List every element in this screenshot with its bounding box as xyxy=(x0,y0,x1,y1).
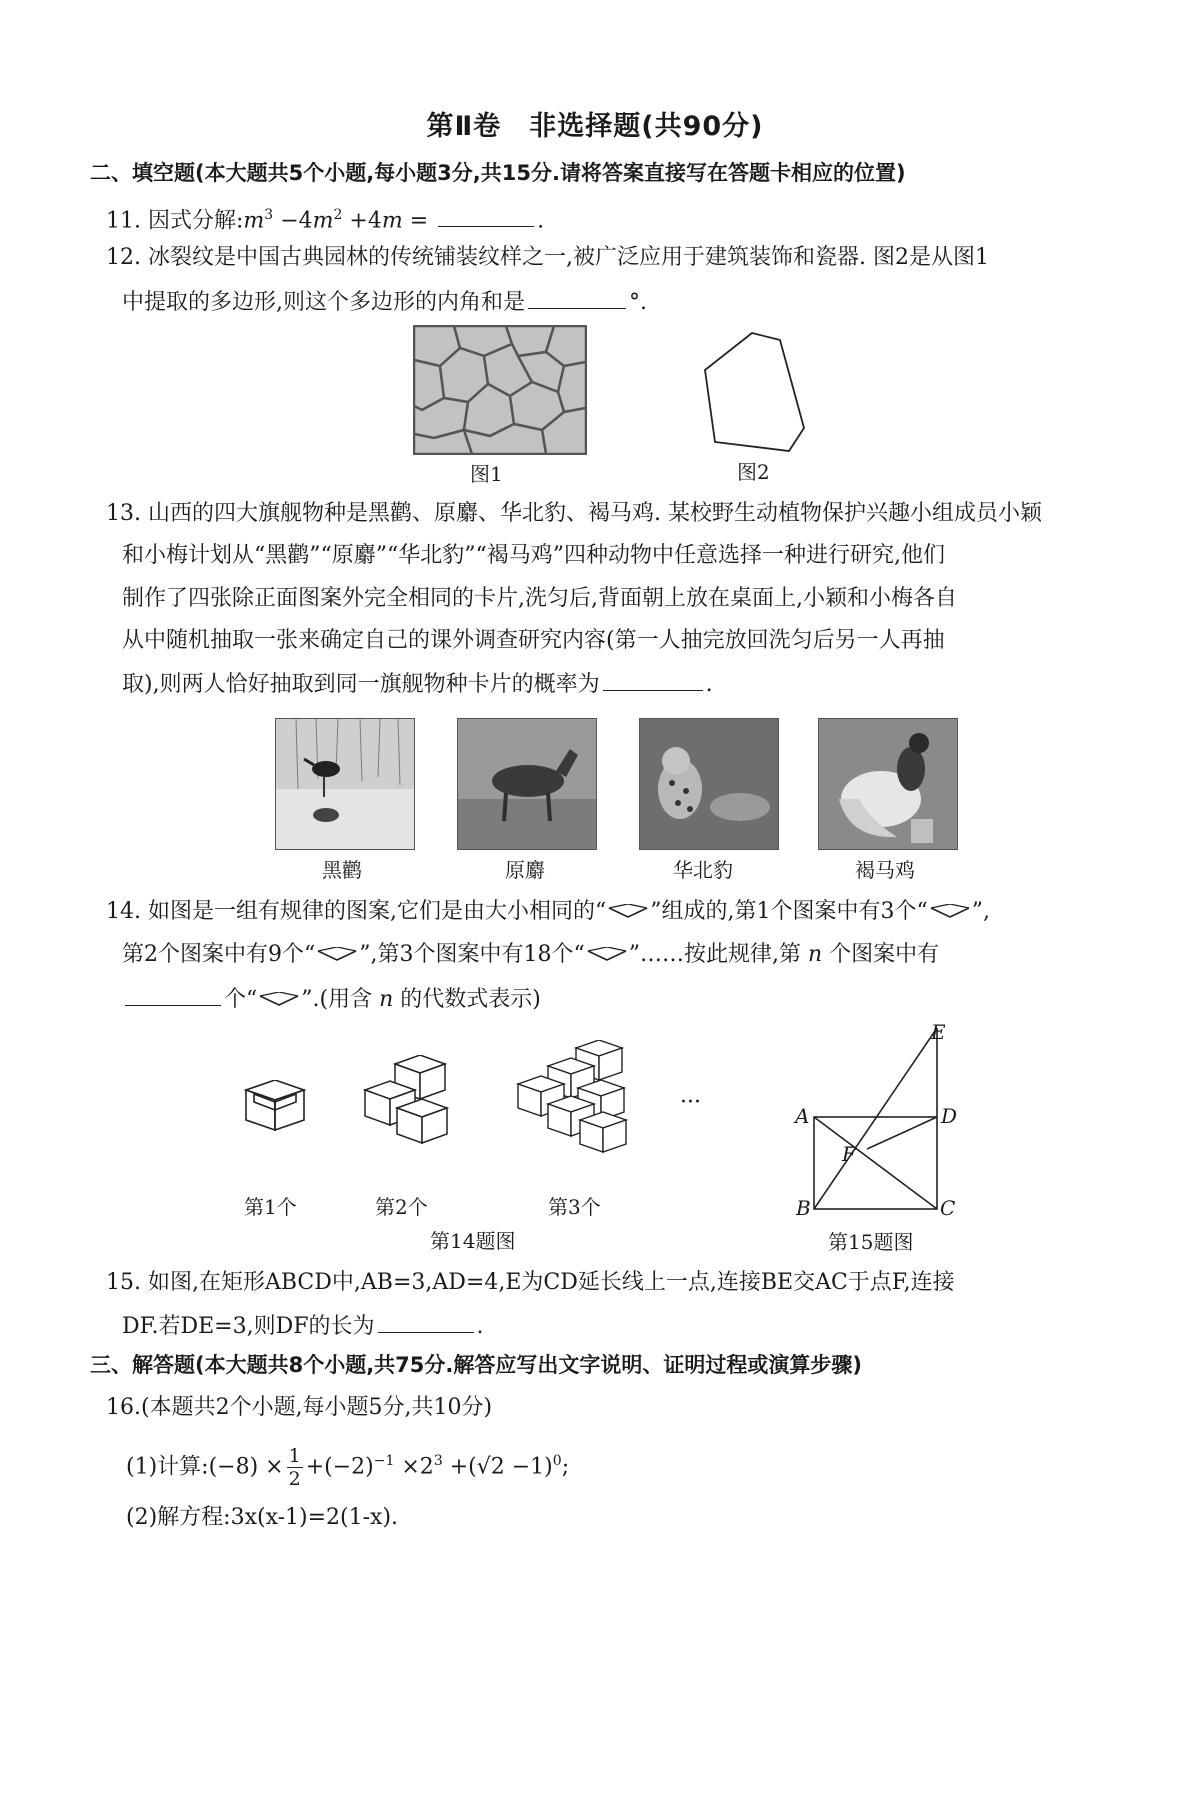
animal-label-2: 原麝 xyxy=(505,858,545,882)
point-d-label: D xyxy=(941,1104,958,1128)
q13-line5 xyxy=(122,668,713,700)
q14-var-n: n xyxy=(807,942,823,967)
q11-answer-blank[interactable] xyxy=(438,204,534,227)
pattern-2-label: 第2个 xyxy=(375,1195,428,1219)
q14-figure-caption: 第14题图 xyxy=(430,1229,516,1253)
pattern-3-label: 第3个 xyxy=(548,1195,601,1219)
q14-line2-b: ”,第3个图案中有18个“ xyxy=(359,942,585,967)
q14-line1-a: 14. 如图是一组有规律的图案,它们是由大小相同的“ xyxy=(106,899,607,924)
q14-line2-a: 第2个图案中有9个“ xyxy=(122,942,316,967)
q14-line1-c: ”, xyxy=(971,899,990,924)
q16-part1: (1)计算:(−8) × $\frac{1}{2}$ $+(-2)^{-1} \times 2^3 +(√2 -1)^0$; xyxy=(126,1445,570,1490)
q14-var-n: n xyxy=(379,987,394,1012)
q14-line1 xyxy=(106,897,990,927)
q14-line2-d: 个图案中有 xyxy=(829,942,940,967)
black-stork-photo xyxy=(275,718,415,850)
y-shape-icon xyxy=(585,947,629,963)
q16-part1-label: (1)计算: xyxy=(126,1454,209,1480)
y-shape-icon xyxy=(315,947,359,963)
q13-line5-end: . xyxy=(705,672,713,697)
q13-line2: 和小梅计划从“黑鹳”“原麝”“华北豹”“褐马鸡”四种动物中任意选择一种进行研究,他们 xyxy=(122,543,945,568)
pattern-1-label: 第1个 xyxy=(244,1195,297,1219)
q15-line2-text: DF.若DE=3,则DF的长为 xyxy=(122,1314,375,1339)
section-title: 第Ⅱ卷 非选择题(共90分) xyxy=(426,111,764,142)
q15-line1: 15. 如图,在矩形ABCD中,AB=3,AD=4,E为CD延长线上一点,连接BE交AC于点F,连接 xyxy=(106,1270,955,1295)
pattern-3-figure xyxy=(510,1040,635,1160)
fig1-caption: 图1 xyxy=(470,462,503,486)
animal-label-4: 褐马鸡 xyxy=(855,858,915,882)
q14-line3-a: 个“ xyxy=(224,987,258,1012)
q14-line1-b: ”组成的,第1个图案中有3个“ xyxy=(650,899,928,924)
q12-line1: 12. 冰裂纹是中国古典园林的传统铺装纹样之一,被广泛应用于建筑装饰和瓷器. 图2是从图1 xyxy=(106,245,989,270)
point-f-label: F xyxy=(842,1142,856,1166)
fraction-one-half: $\frac{1}{2}$ xyxy=(288,1445,301,1490)
q16-part2-expr: 3x(x-1)=2(1-x). xyxy=(230,1505,399,1530)
q11-label: 11. 因式分解: xyxy=(106,208,244,234)
y-shape-icon xyxy=(606,904,650,920)
q13-line4: 从中随机抽取一张来确定自己的课外调查研究内容(第一人抽完放回洗匀后另一人再抽 xyxy=(122,628,945,653)
q13-line5-text: 取),则两人恰好抽取到同一旗舰物种卡片的概率为 xyxy=(122,672,600,697)
q16-intro: 16.(本题共2个小题,每小题5分,共10分) xyxy=(106,1395,493,1420)
polygon-figure xyxy=(700,330,810,455)
y-shape-icon xyxy=(928,904,972,920)
musk-deer-photo xyxy=(457,718,597,850)
q12-line2 xyxy=(122,286,647,318)
q13-answer-blank[interactable] xyxy=(603,668,703,691)
animal-label-3: 华北豹 xyxy=(673,858,733,882)
q14-line2-c: ”……按此规律,第 xyxy=(628,942,801,967)
q16-part2 xyxy=(126,1503,398,1533)
q14-line3-b: ”.(用含 xyxy=(301,987,373,1012)
pattern-1-figure xyxy=(240,1080,310,1150)
animal-label-1: 黑鹳 xyxy=(322,858,362,882)
section3-heading: 三、解答题(本大题共8个小题,共75分.解答应写出文字说明、证明过程或演算步骤) xyxy=(90,1353,862,1377)
q12-line2-text: 中提取的多边形,则这个多边形的内角和是 xyxy=(122,290,525,315)
point-b-label: B xyxy=(796,1196,811,1220)
q14-line3-c: 的代数式表示) xyxy=(400,987,541,1012)
q14-line2 xyxy=(122,940,939,970)
pattern-2-figure xyxy=(360,1055,455,1150)
q14-line3 xyxy=(122,983,541,1015)
point-c-label: C xyxy=(940,1196,956,1220)
q11: 11. 因式分解$:m^3 -4m^2 +4m$ = . xyxy=(106,200,544,236)
fig2-caption: 图2 xyxy=(737,460,770,484)
q13-line1: 13. 山西的四大旗舰物种是黑鹳、原麝、华北豹、褐马鸡. 某校野生动植物保护兴趣小组成员小颖 xyxy=(106,501,1042,526)
q15-line2-end: . xyxy=(476,1314,484,1339)
q15-answer-blank[interactable] xyxy=(378,1310,474,1333)
brown-eared-pheasant-photo xyxy=(818,718,958,850)
q14-answer-blank[interactable] xyxy=(125,983,221,1006)
y-shape-icon xyxy=(257,992,301,1008)
q15-line2 xyxy=(122,1310,484,1342)
north-china-leopard-photo xyxy=(639,718,779,850)
ellipsis: ··· xyxy=(680,1090,701,1115)
ice-crack-pavement-image xyxy=(413,325,587,455)
section2-heading: 二、填空题(本大题共5个小题,每小题3分,共15分.请将答案直接写在答题卡相应的位置) xyxy=(90,161,906,185)
q16-part2-label: (2)解方程: xyxy=(126,1505,231,1530)
q13-line3: 制作了四张除正面图案外完全相同的卡片,洗匀后,背面朝上放在桌面上,小颖和小梅各自 xyxy=(122,586,957,611)
q15-figure-caption: 第15题图 xyxy=(828,1230,914,1254)
q12-answer-blank[interactable] xyxy=(528,286,626,309)
point-e-label: E xyxy=(931,1020,946,1044)
q12-line2-end: °. xyxy=(629,290,647,315)
point-a-label: A xyxy=(795,1104,810,1128)
